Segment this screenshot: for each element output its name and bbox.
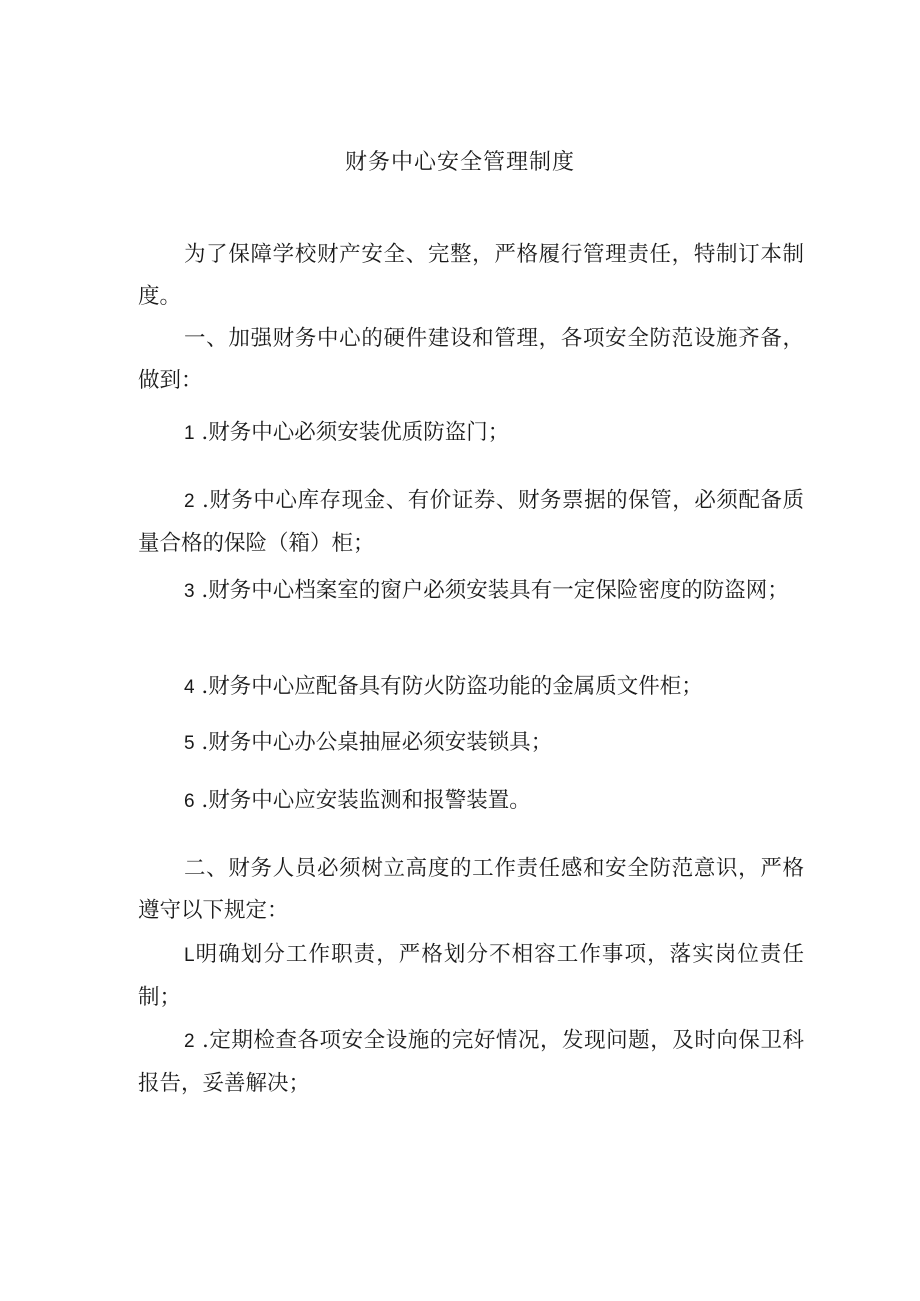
document-title: 财务中心安全管理制度 [344, 150, 575, 175]
item-text: 明确划分工作职责，严格划分不相容工作事项，落实岗位责任制； [138, 942, 804, 1010]
item-number: 5 [184, 733, 195, 754]
item-number: 2 [184, 491, 195, 512]
item-number: 3 [184, 581, 195, 602]
item-text: .财务中心应安装监测和报警装置。 [194, 788, 531, 813]
item-text: .财务中心必须安装优质防盗门； [194, 420, 510, 445]
item-number: 4 [184, 677, 195, 698]
item-number: 1 [184, 423, 195, 444]
section1-item-5 [138, 722, 804, 765]
item-text: .财务中心档案室的窗户必须安装具有一定保险密度的防盗网； [194, 578, 789, 603]
item-number: L [184, 945, 195, 966]
item-text: .财务中心库存现金、有价证券、财务票据的保管，必须配备质量合格的保险（箱）柜； [138, 488, 804, 556]
section2-heading: 二、财务人员必须树立高度的工作责任感和安全防范意识，严格遵守以下规定： [138, 856, 804, 923]
section2-item-2 [138, 1020, 804, 1105]
item-number: 6 [184, 791, 195, 812]
section2-item-1 [138, 934, 804, 1019]
item-text: .财务中心办公桌抽屉必须安装锁具； [194, 730, 553, 755]
section1-item-2 [138, 480, 804, 565]
item-number: 2 [184, 1031, 195, 1052]
item-text: .财务中心应配备具有防火防盗功能的金属质文件柜； [194, 674, 703, 699]
section1-item-4 [138, 666, 804, 709]
item-text: .定期检查各项安全设施的完好情况，发现问题，及时向保卫科报告，妥善解决； [138, 1028, 804, 1096]
section1-item-3 [138, 570, 804, 613]
section1-item-1 [138, 412, 804, 455]
section1-heading: 一、加强财务中心的硬件建设和管理，各项安全防范设施齐备，做到： [138, 326, 804, 393]
intro-paragraph: 为了保障学校财产安全、完整，严格履行管理责任，特制订本制度。 [138, 242, 804, 309]
section1-item-6 [138, 780, 804, 823]
